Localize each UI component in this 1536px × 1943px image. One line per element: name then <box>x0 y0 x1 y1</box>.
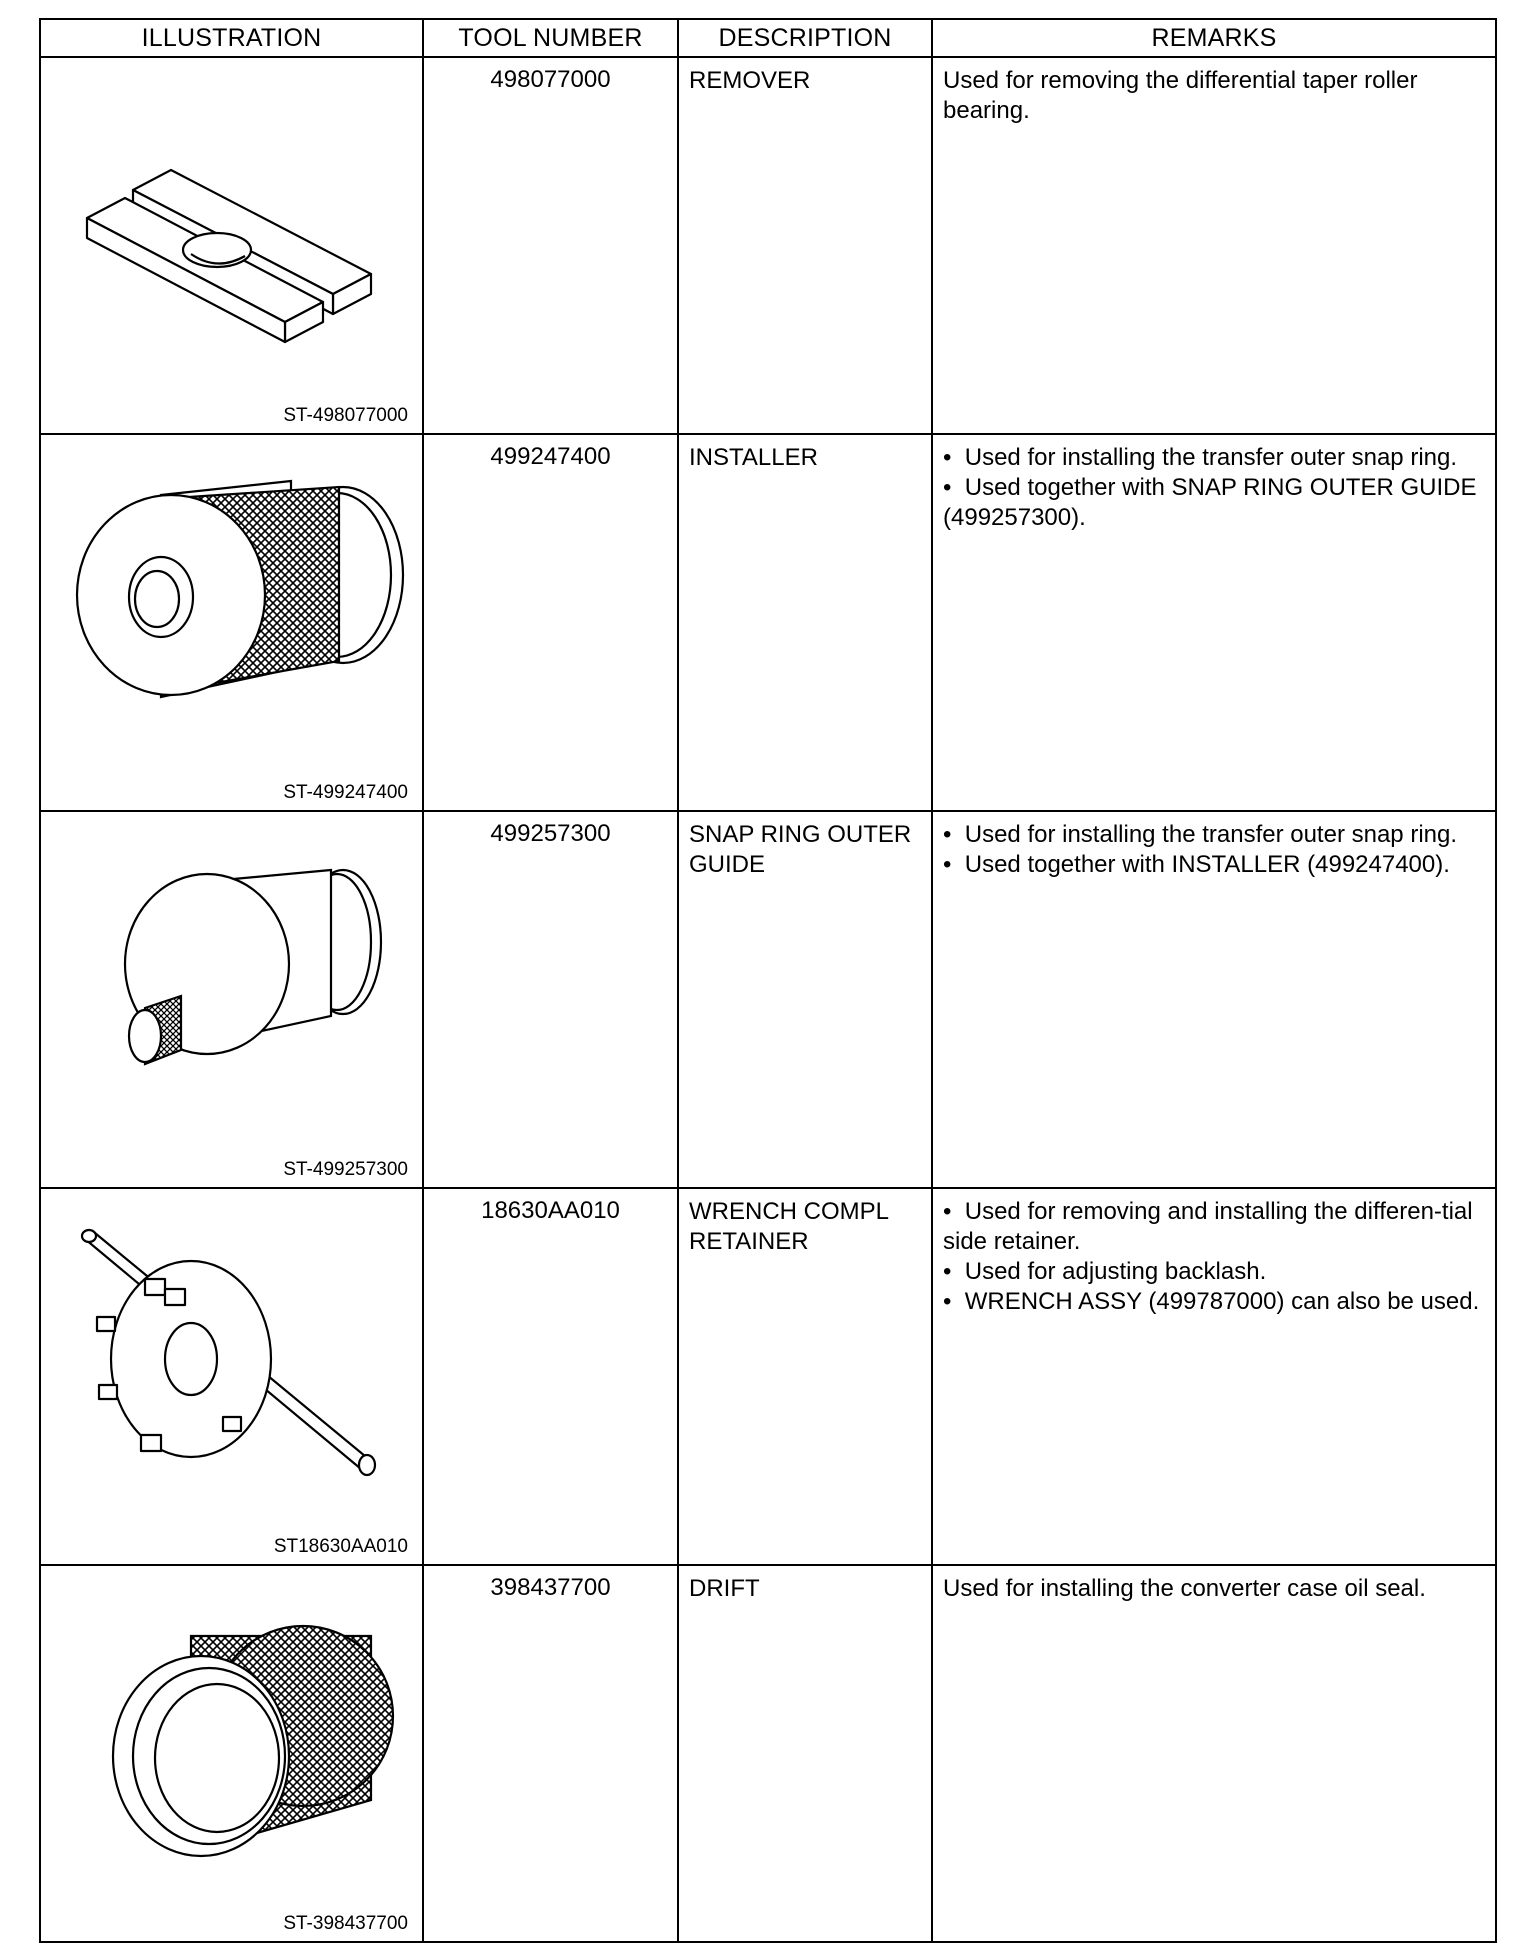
remarks-list <box>943 443 1489 533</box>
table-header-row <box>40 19 1496 57</box>
remark-item: • Used together with INSTALLER (499247400). <box>943 850 1489 880</box>
remarks-cell: Used for installing the converter case oil seal. <box>932 1565 1496 1942</box>
drift-illustration <box>41 1566 424 1933</box>
illustration-label: ST-498077000 <box>283 405 408 426</box>
description-cell: INSTALLER <box>678 434 932 811</box>
illustration-label: ST18630AA010 <box>273 1536 408 1557</box>
description-cell: REMOVER <box>678 57 932 434</box>
illustration-label: ST-499247400 <box>283 782 408 803</box>
remarks-cell <box>932 434 1496 811</box>
remover-illustration <box>41 58 424 425</box>
table-row <box>40 434 1496 811</box>
remark-item: • Used together with SNAP RING OUTER GUIDE (499257300). <box>943 473 1489 533</box>
tool-number-cell: 18630AA010 <box>423 1188 678 1565</box>
header-illustration: ILLUSTRATION <box>40 19 423 57</box>
illustration-label: ST-398437700 <box>283 1913 408 1934</box>
remarks-cell: Used for removing the differential taper roller bearing. <box>932 57 1496 434</box>
illustration-label: ST-499257300 <box>283 1159 408 1180</box>
header-tool-number: TOOL NUMBER <box>423 19 678 57</box>
remarks-list <box>943 820 1489 880</box>
tool-number-cell: 398437700 <box>423 1565 678 1942</box>
table-row <box>40 811 1496 1188</box>
illustration-cell <box>40 434 423 811</box>
remark-item: • Used for removing and installing the differen-tial side retainer. <box>943 1197 1489 1257</box>
remark-item: • Used for installing the transfer outer snap ring. <box>943 443 1489 473</box>
table-row <box>40 1188 1496 1565</box>
description-cell: DRIFT <box>678 1565 932 1942</box>
tool-number-cell: 499247400 <box>423 434 678 811</box>
snap-ring-guide-illustration <box>41 812 424 1179</box>
table-row <box>40 1565 1496 1942</box>
remarks-cell <box>932 1188 1496 1565</box>
remarks-list <box>943 1197 1489 1317</box>
special-tools-table <box>39 18 1497 1943</box>
illustration-cell <box>40 811 423 1188</box>
remark-item: • WRENCH ASSY (499787000) can also be used. <box>943 1287 1489 1317</box>
table-row <box>40 57 1496 434</box>
tool-number-cell: 498077000 <box>423 57 678 434</box>
illustration-cell <box>40 1565 423 1942</box>
illustration-cell <box>40 57 423 434</box>
illustration-cell <box>40 1188 423 1565</box>
installer-illustration <box>41 435 424 802</box>
remark-item: • Used for adjusting backlash. <box>943 1257 1489 1287</box>
tool-number-cell: 499257300 <box>423 811 678 1188</box>
remark-item: • Used for installing the transfer outer snap ring. <box>943 820 1489 850</box>
header-remarks: REMARKS <box>932 19 1496 57</box>
remarks-cell <box>932 811 1496 1188</box>
wrench-retainer-illustration <box>41 1189 424 1556</box>
header-description: DESCRIPTION <box>678 19 932 57</box>
description-cell: SNAP RING OUTER GUIDE <box>678 811 932 1188</box>
description-cell: WRENCH COMPL RETAINER <box>678 1188 932 1565</box>
